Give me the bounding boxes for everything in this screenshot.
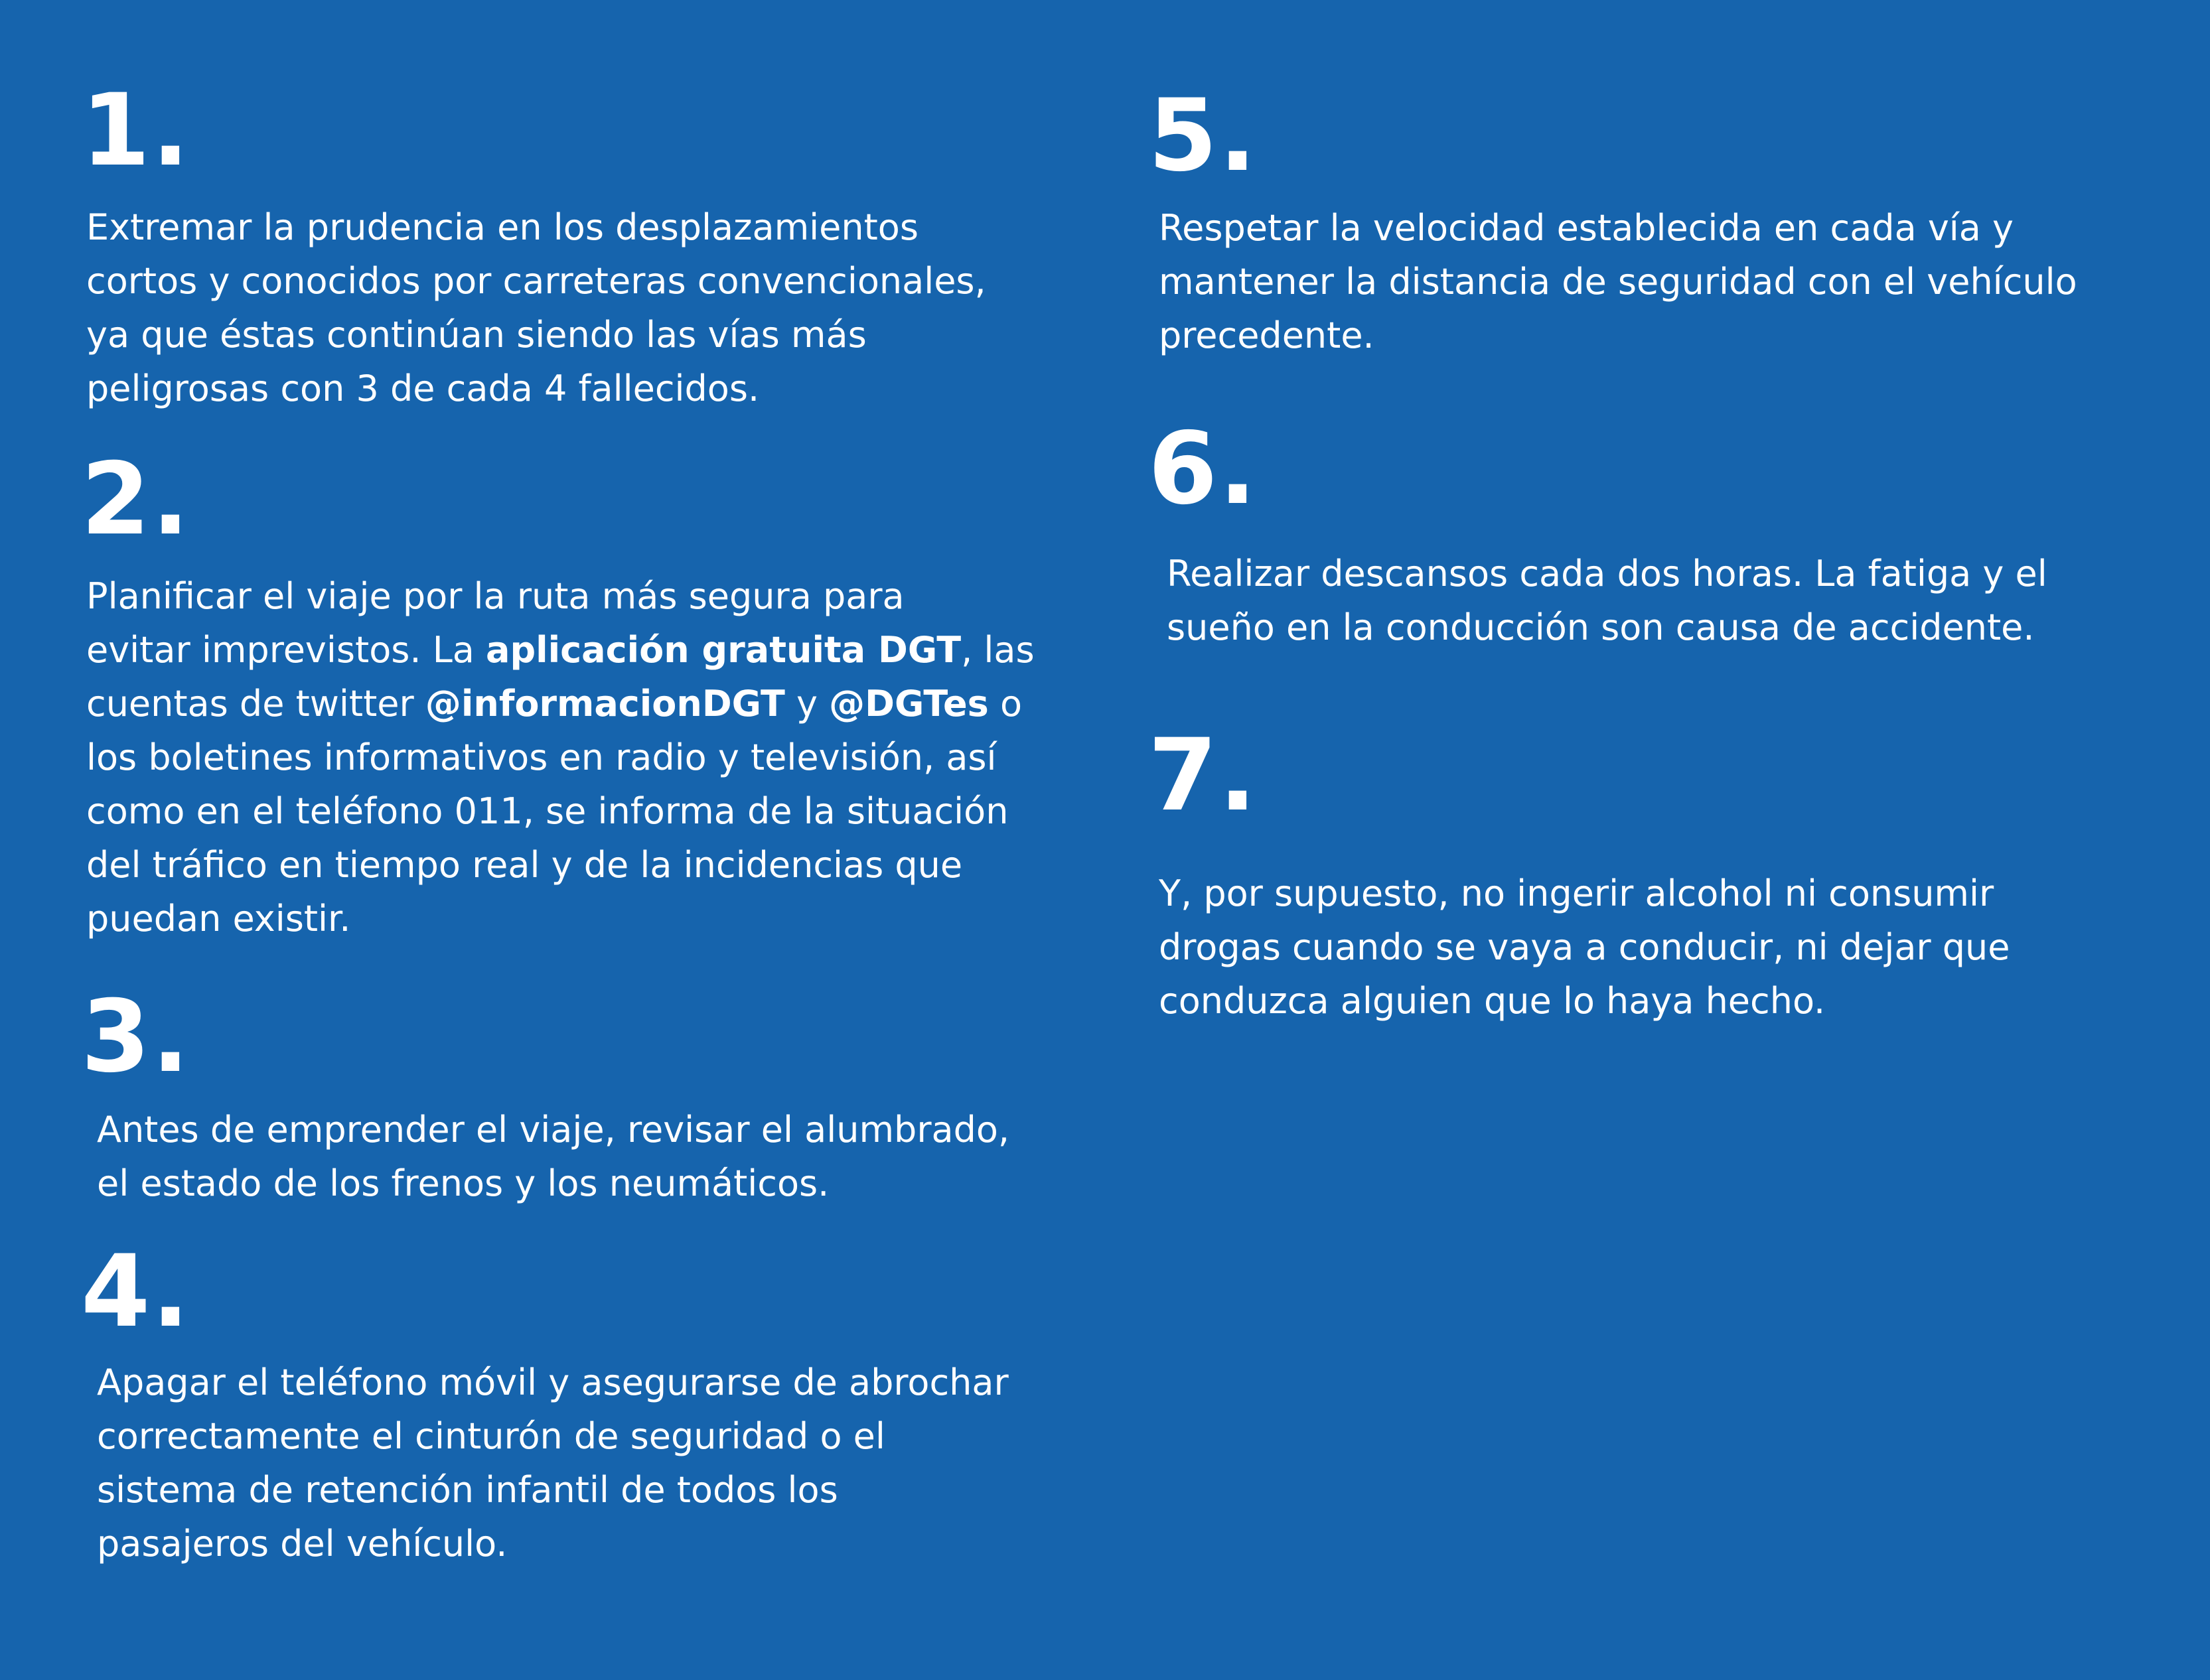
text-line [97,1156,1009,1210]
text-line [86,362,986,415]
tip-text [1159,867,2010,1028]
text-line [1159,974,2010,1028]
tip-number: 4. [81,1234,191,1350]
text-segment: ya que éstas continúan siendo las vías más [86,314,867,356]
tip-number: 6. [1148,411,1258,527]
text-line [86,623,1035,677]
text-line [86,569,1035,623]
text-segment: cortos y conocidos por carreteras convencionales, [86,260,986,302]
text-line [97,1356,1009,1409]
text-segment: como en el teléfono 011, se informa de la situación [86,790,1009,832]
text-line [86,677,1035,731]
text-line [97,1409,1009,1463]
text-line [1167,547,2047,600]
text-line [86,892,1035,945]
tip-text [1159,201,2077,362]
tip-text [97,1103,1009,1210]
text-segment: del tráfico en tiempo real y de la incidencias que [86,844,963,886]
text-line [1159,920,2010,974]
text-segment: conduzca alguien que lo haya hecho. [1159,980,1826,1022]
text-line [97,1517,1009,1571]
tip-text [1167,547,2047,654]
text-segment: puedan existir. [86,898,351,940]
text-segment: Planificar el viaje por la ruta más segura para [86,575,905,617]
text-segment: , las [961,629,1035,671]
text-segment: pasajeros del vehículo. [97,1523,508,1565]
tip-number: 5. [1148,78,1258,194]
text-segment: Y, por supuesto, no ingerir alcohol ni consumir [1159,873,1994,914]
text-line [1159,255,2077,309]
text-segment: Apagar el teléfono móvil y asegurarse de abrochar [97,1362,1009,1403]
text-segment: y [784,683,830,725]
text-segment: precedente. [1159,315,1374,356]
text-segment: cuentas de twitter [86,683,425,725]
text-segment: Respetar la velocidad establecida en cada vía y [1159,207,2014,249]
text-segment: sistema de retención infantil de todos los [97,1469,838,1511]
text-line [97,1463,1009,1517]
tip-text [86,569,1035,945]
text-segment: mantener la distancia de seguridad con el vehículo [1159,261,2077,303]
text-line [86,731,1035,784]
text-line [1167,600,2047,654]
tip-number: 3. [81,979,191,1095]
text-segment: o [988,683,1022,725]
text-line [1159,309,2077,362]
text-segment: el estado de los frenos y los neumáticos. [97,1162,830,1204]
text-line [86,254,986,308]
text-segment: correctamente el cinturón de seguridad o el [97,1415,885,1457]
text-segment: los boletines informativos en radio y televisión, así [86,736,997,778]
tip-text [97,1356,1009,1571]
tip-text [86,200,986,415]
text-segment: drogas cuando se vaya a conducir, ni dejar que [1159,926,2010,968]
text-line [86,200,986,254]
text-segment: sueño en la conducción son causa de accidente. [1167,606,2035,648]
tip-number: 1. [81,73,191,188]
text-line [1159,201,2077,255]
text-segment: Antes de emprender el viaje, revisar el alumbrado, [97,1109,1010,1151]
text-segment: Extremar la prudencia en los desplazamientos [86,206,919,248]
text-segment: Realizar descansos cada dos horas. La fatiga y el [1167,553,2047,595]
twitter-account-highlight: @DGTes [829,683,989,725]
tip-number: 2. [81,442,191,557]
tip-number: 7. [1148,718,1258,833]
text-line [97,1103,1009,1156]
twitter-account-highlight: @informacionDGT [425,683,785,725]
text-line [86,784,1035,838]
text-line [86,308,986,362]
text-line [86,838,1035,892]
text-line [1159,867,2010,920]
text-segment: peligrosas con 3 de cada 4 fallecidos. [86,368,760,409]
app-name-highlight: aplicación gratuita DGT [486,629,962,671]
text-segment: evitar imprevistos. La [86,629,486,671]
